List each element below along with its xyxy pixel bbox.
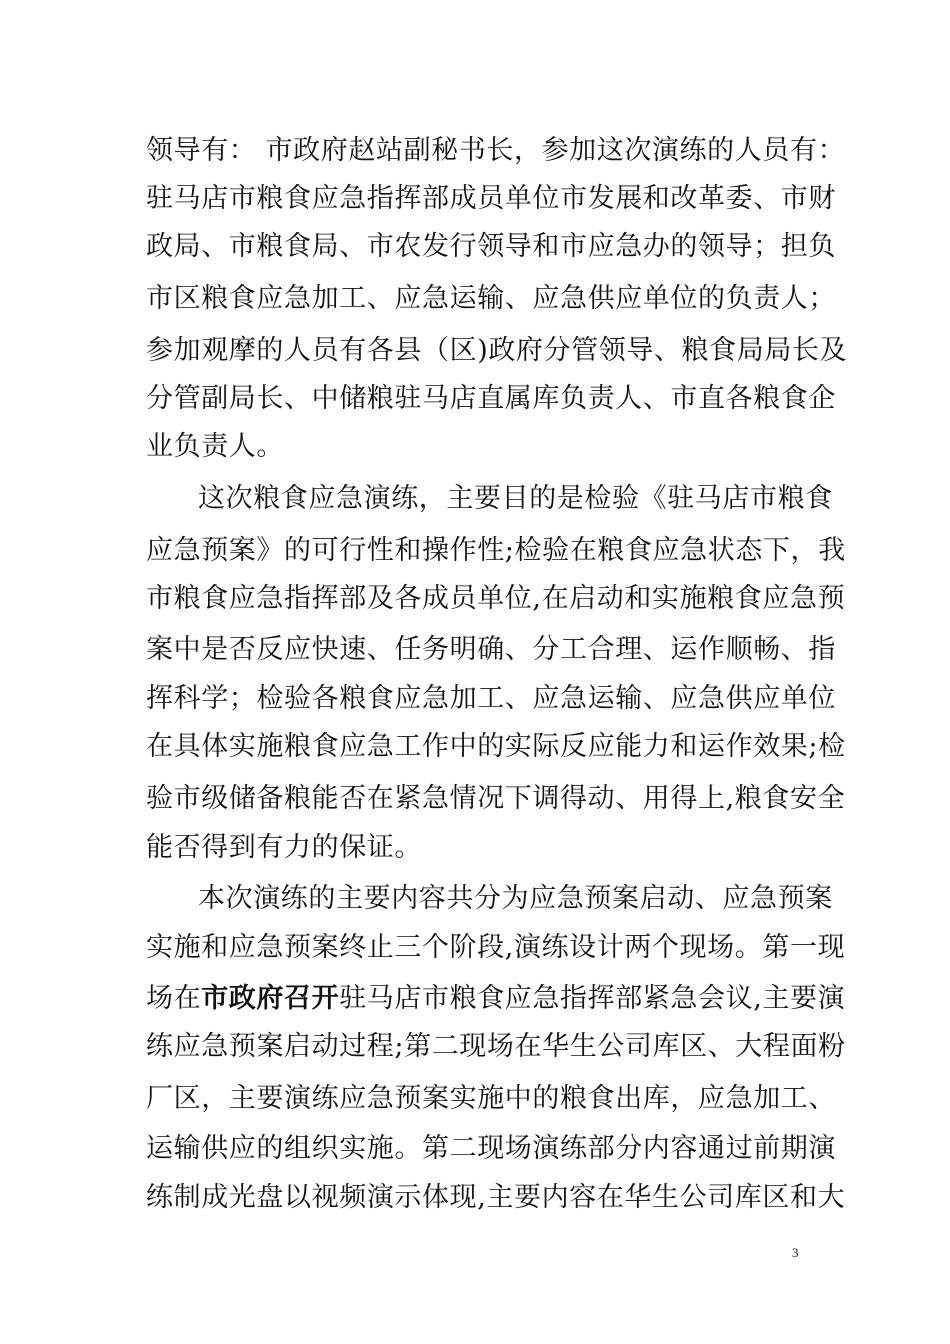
paragraph-3-line-3: [146, 979, 846, 1019]
paragraph-2-line-6: 在具体实施粮食应急工作中的实际反应能力和运作效果;检: [146, 731, 846, 762]
paragraph-2-line-8: 能否得到有力的保证。: [146, 832, 422, 863]
paragraph-2-line-7: 验市级储备粮能否在紧急情况下调得动、用得上,粮食安全: [146, 783, 846, 814]
bold-emphasis-text: 市政府召开: [201, 983, 340, 1014]
paragraph-1-line-4: 市区粮食应急加工、应急运输、应急供应单位的负责人；: [146, 283, 836, 314]
paragraph-3-line-6: 运输供应的组织实施。第二现场演练部分内容通过前期演: [146, 1133, 836, 1164]
page-number: 3: [792, 1245, 799, 1260]
paragraph-2-line-4: 案中是否反应快速、任务明确、分工合理、运作顺畅、指: [146, 634, 836, 665]
paragraph-2-line-2: 应急预案》的可行性和操作性;检验在粮食应急状态下，我: [146, 535, 846, 566]
paragraph-1-line-1: 领导有： 市政府赵站副秘书长，参加这次演练的人员有：: [146, 135, 846, 166]
paragraph-3-line-7: 练制成光盘以视频演示体现,主要内容在华生公司库区和大: [146, 1182, 846, 1213]
paragraph-1-line-2: 驻马店市粮食应急指挥部成员单位市发展和改革委、市财: [146, 183, 836, 214]
paragraph-3-line-5: 厂区，主要演练应急预案实施中的粮食出库，应急加工、: [146, 1083, 836, 1114]
paragraph-1-line-6: 分管副局长、中储粮驻马店直属库负责人、市直各粮食企: [146, 383, 836, 414]
paragraph-3-line-2: 实施和应急预案终止三个阶段,演练设计两个现场。第一现: [146, 932, 846, 963]
paragraph-3-line-4: 练应急预案启动过程;第二现场在华生公司库区、大程面粉: [146, 1031, 846, 1062]
paragraph-1-line-3: 政局、市粮食局、市农发行领导和市应急办的领导；担负: [146, 231, 836, 262]
paragraph-1-line-5: 参加观摩的人员有各县（区)政府分管领导、粮食局局长及: [146, 335, 848, 366]
paragraph-3-line-3-end: 驻马店市粮食应急指挥部紧急会议,主要演: [339, 983, 846, 1014]
paragraph-3-line-1: 本次演练的主要内容共分为应急预案启动、应急预案: [198, 883, 833, 914]
paragraph-3-line-3-start: 场在: [146, 983, 202, 1014]
paragraph-2-line-5: 挥科学；检验各粮食应急加工、应急运输、应急供应单位: [146, 683, 836, 714]
paragraph-2-line-1: 这次粮食应急演练，主要目的是检验《驻马店市粮食: [198, 483, 833, 514]
paragraph-2-line-3: 市粮食应急指挥部及各成员单位,在启动和实施粮食应急预: [146, 583, 846, 614]
paragraph-1-line-7: 业负责人。: [146, 431, 284, 462]
